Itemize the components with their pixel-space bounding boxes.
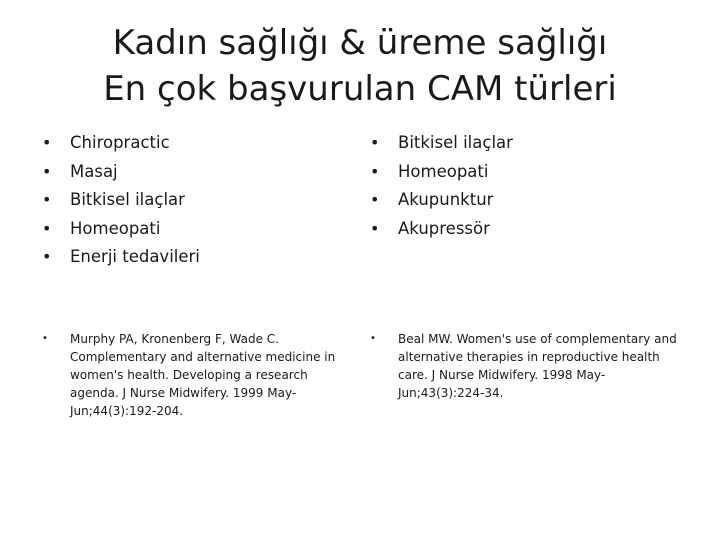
list-item: • Akupressör [370, 215, 680, 244]
reference-text: Beal MW. Women's use of complementary and alternative therapies in reproductive health care. J Nurse Midwifery. 1998 May-Jun;43(3):224-34. [398, 332, 677, 400]
list-item: • Enerji tedavileri [42, 243, 342, 272]
title-line-2: En çok başvurulan CAM türleri [103, 69, 617, 109]
list-item: • Masaj [42, 158, 342, 187]
bullet-icon: • [370, 333, 376, 344]
reference-text: Murphy PA, Kronenberg F, Wade C. Complementary and alternative medicine in women's health. Developing a research agenda. J Nurse Midwifery. 1999 May-Jun;44(3):192-204. [70, 332, 336, 418]
list-item: • Bitkisel ilaçlar [42, 186, 342, 215]
slide-title [40, 20, 680, 112]
list-item: • Akupunktur [370, 186, 680, 215]
bullet-icon: • [370, 190, 380, 209]
list-item: • Chiropractic [42, 129, 342, 158]
bullet-icon: • [370, 133, 380, 152]
left-column-list [42, 129, 342, 272]
bullet-icon: • [42, 218, 52, 238]
bullet-icon: • [42, 247, 52, 266]
bullet-icon: • [42, 161, 52, 181]
bullet-icon: • [42, 190, 52, 209]
left-reference [42, 330, 342, 420]
right-reference [370, 330, 680, 402]
bullet-icon: • [370, 218, 380, 238]
right-column-list [370, 129, 680, 243]
bullet-icon: • [370, 161, 380, 181]
list-item: • Homeopati [42, 215, 342, 244]
list-item: • Bitkisel ilaçlar [370, 129, 680, 158]
bullet-icon: • [42, 333, 48, 344]
bullet-icon: • [42, 133, 52, 152]
title-line-1: Kadın sağlığı & üreme sağlığı [112, 23, 608, 63]
list-item: • Homeopati [370, 158, 680, 187]
